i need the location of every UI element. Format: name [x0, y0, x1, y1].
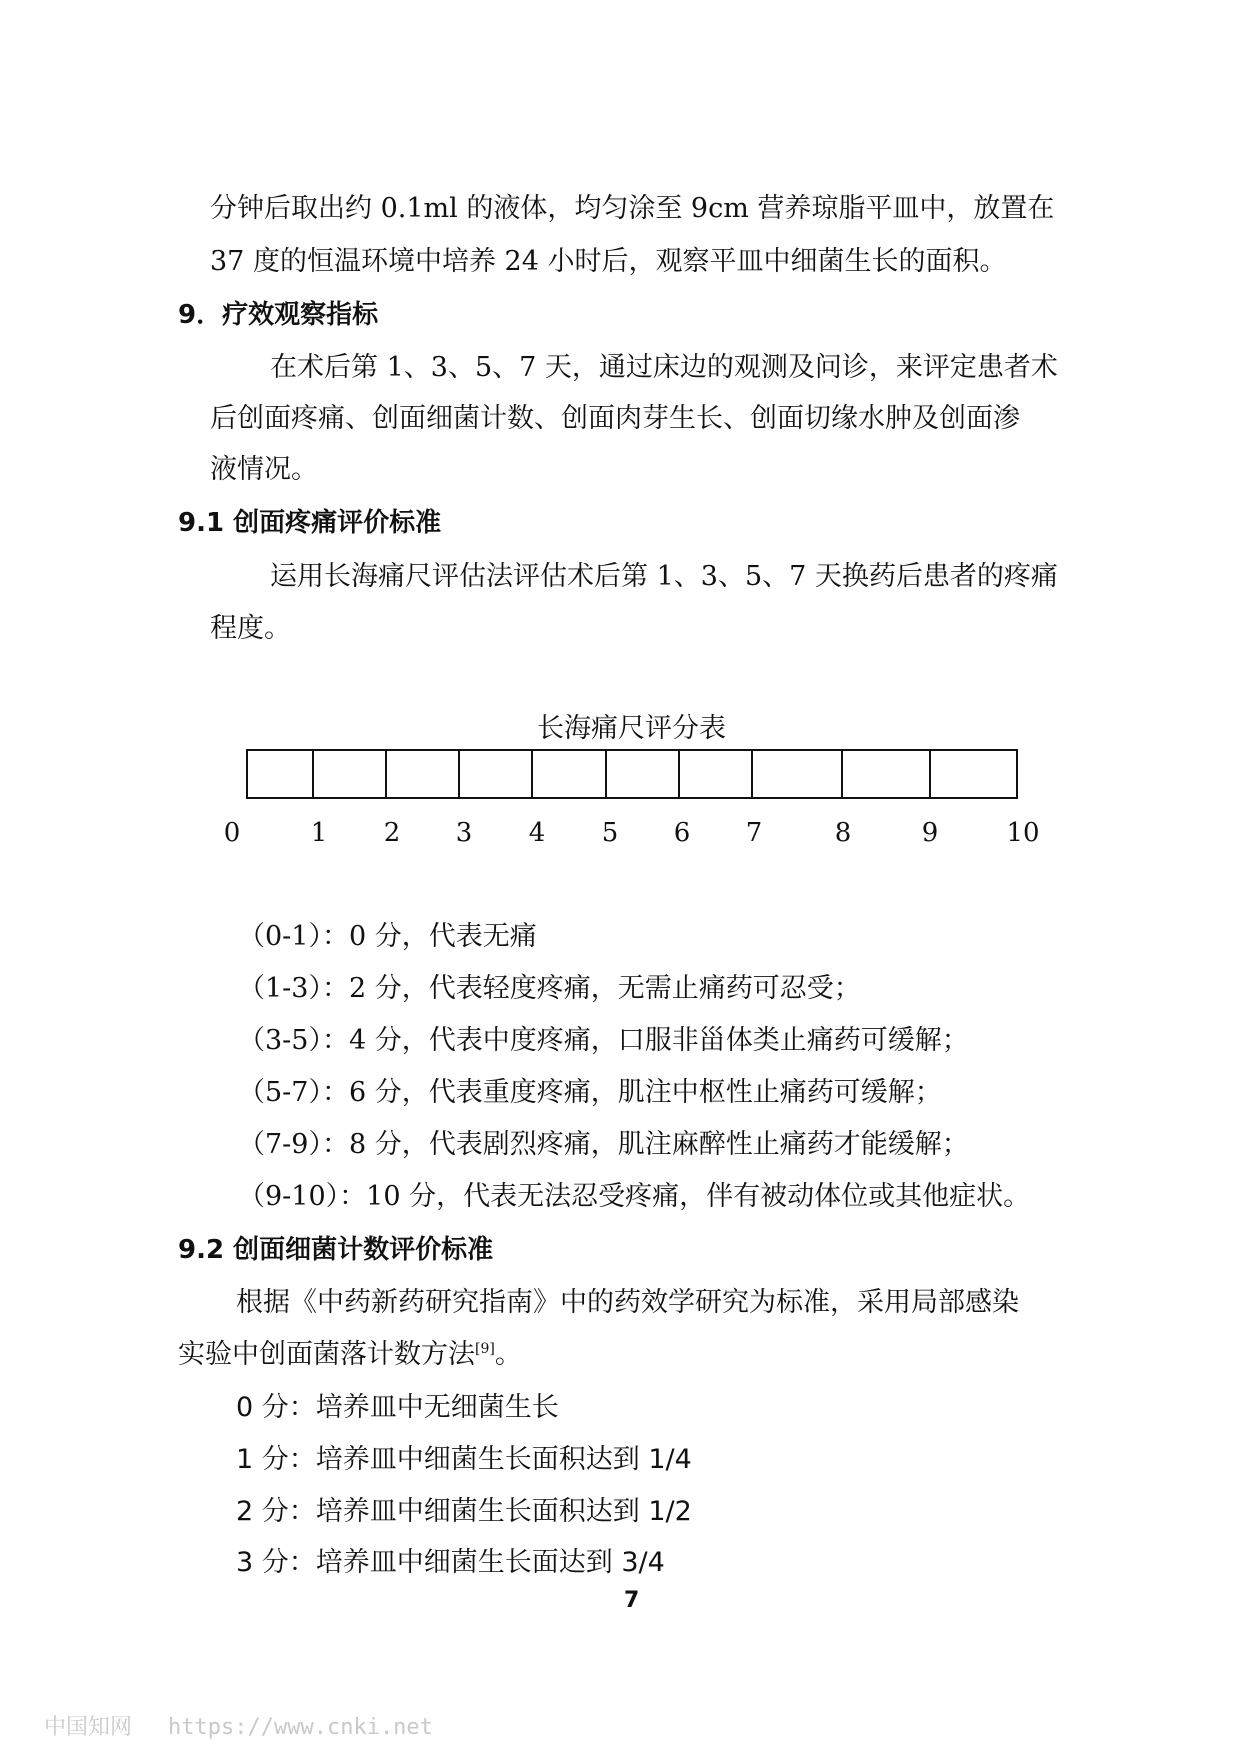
paragraph-line: 液情况。 [210, 454, 318, 485]
page-number: 7 [624, 1588, 640, 1613]
scale-tick-label: 6 [673, 818, 691, 848]
scale-divider [458, 751, 460, 797]
scale-tick-label: 7 [745, 818, 763, 848]
score-item: 2 分：培养皿中细菌生长面积达到 1/2 [236, 1496, 692, 1527]
paragraph-line: 分钟后取出约 0.1ml 的液体，均匀涂至 9cm 营养琼脂平皿中，放置在 [210, 193, 1055, 224]
pain-criterion: （0-1）：0 分，代表无痛 [238, 921, 537, 952]
scale-divider [751, 751, 753, 797]
scale-divider [605, 751, 607, 797]
paragraph-text: 实验中创面菌落计数方法 [178, 1339, 475, 1370]
scale-tick-label: 5 [601, 818, 619, 848]
watermark-site: 中国知网 [44, 1715, 133, 1740]
pain-criterion: （7-9）：8 分，代表剧烈疼痛，肌注麻醉性止痛药才能缓解； [238, 1129, 969, 1160]
scale-tick-label: 10 [1006, 818, 1040, 848]
paragraph-line [178, 1338, 522, 1372]
section-heading-9-2: 9.2 创面细菌计数评价标准 [178, 1235, 494, 1265]
paragraph-line: 程度。 [210, 613, 291, 644]
paragraph-line: 在术后第 1、3、5、7 天，通过床边的观测及问诊，来评定患者术 [270, 352, 1058, 383]
score-item: 3 分：培养皿中细菌生长面达到 3/4 [236, 1547, 665, 1578]
watermark-url[interactable]: https://www.cnki.net [168, 1715, 433, 1740]
pain-criterion: （5-7）：6 分，代表重度疼痛，肌注中枢性止痛药可缓解； [238, 1077, 942, 1108]
score-item: 1 分：培养皿中细菌生长面积达到 1/4 [236, 1444, 692, 1475]
pain-criterion: （1-3）：2 分，代表轻度疼痛，无需止痛药可忍受； [238, 973, 861, 1004]
pain-scale-title: 长海痛尺评分表 [537, 713, 726, 744]
scale-divider [531, 751, 533, 797]
scale-tick-label: 0 [223, 818, 241, 848]
scale-tick-label: 1 [310, 818, 328, 848]
paragraph-line: 37 度的恒温环境中培养 24 小时后，观察平皿中细菌生长的面积。 [210, 246, 1007, 277]
paragraph-line: 后创面疼痛、创面细菌计数、创面肉芽生长、创面切缘水肿及创面渗 [210, 403, 1020, 434]
paragraph-end: 。 [494, 1339, 522, 1370]
paragraph-line: 根据《中药新药研究指南》中的药效学研究为标准，采用局部感染 [236, 1287, 1019, 1318]
scale-tick-label: 2 [383, 818, 401, 848]
scale-divider [678, 751, 680, 797]
scale-tick-label: 4 [528, 818, 546, 848]
pain-scale-ruler [246, 749, 1018, 799]
cnki-watermark [44, 1710, 469, 1741]
scale-divider [929, 751, 931, 797]
score-item: 0 分：培养皿中无细菌生长 [236, 1392, 559, 1423]
section-heading-9: 9．疗效观察指标 [178, 300, 379, 330]
scale-divider [385, 751, 387, 797]
pain-criterion: （9-10）：10 分，代表无法忍受疼痛，伴有被动体位或其他症状。 [238, 1181, 1031, 1212]
paragraph-line: 运用长海痛尺评估法评估术后第 1、3、5、7 天换药后患者的疼痛 [270, 561, 1058, 592]
pain-criterion: （3-5）：4 分，代表中度疼痛，口服非甾体类止痛药可缓解； [238, 1025, 969, 1056]
scale-divider [312, 751, 314, 797]
scale-divider [841, 751, 843, 797]
scale-tick-label: 3 [455, 818, 473, 848]
section-heading-9-1: 9.1 创面疼痛评价标准 [178, 508, 442, 538]
scale-tick-label: 8 [834, 818, 852, 848]
citation-ref[interactable]: [9] [475, 1341, 495, 1357]
scale-tick-label: 9 [921, 818, 939, 848]
